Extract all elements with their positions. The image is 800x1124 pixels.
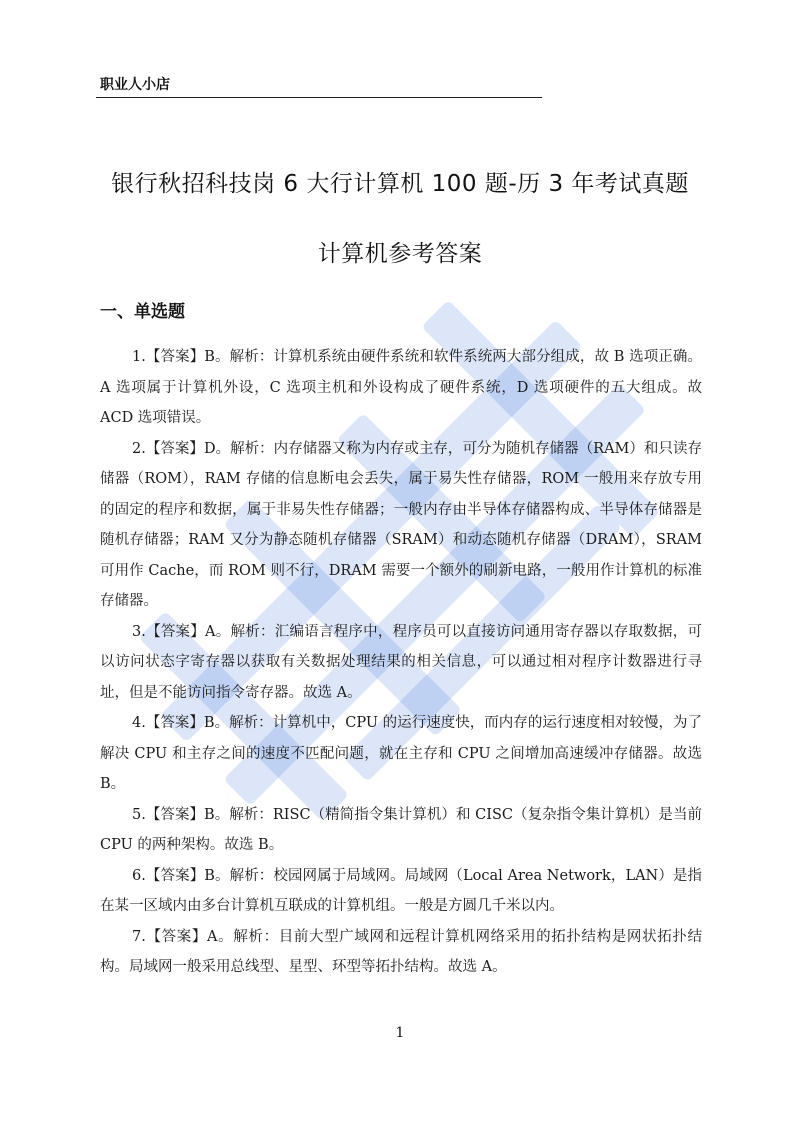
section-heading: 一、单选题	[100, 302, 185, 322]
answer-item-2: 2.【答案】D。解析：内存储器又称为内存或主存，可分为随机存储器（RAM）和只读存储器（ROM），RAM 存储的信息断电会丢失，属于易失性存储器，ROM 一般用来存放专用的固定的程序和数据，属于非易失性存储器；一般内存由半导体存储器构成、半导体存储器是随机存储器；RAM 又分为静态随机存储器（SRAM）和动态随机存储器（DRAM），SRAM 可用作 Cache，而 ROM 则不行，DRAM 需要一个额外的刷新电路，一般用作计算机的标准存储器。	[100, 440, 702, 609]
answer-item-3: 3.【答案】A。解析：汇编语言程序中，程序员可以直接访问通用寄存器以存取数据，可以访问状态字寄存器以获取有关数据处理结果的相关信息，可以通过相对程序计数器进行寻址，但是不能访问指令寄存器。故选 A。	[100, 623, 702, 701]
answer-item-1: 1.【答案】B。解析：计算机系统由硬件系统和软件系统两大部分组成，故 B 选项正确。A 选项属于计算机外设，C 选项主机和外设构成了硬件系统，D 选项硬件的五大组成。故 ACD 选项错误。	[100, 349, 702, 426]
answer-item-7: 7.【答案】A。解析：目前大型广域网和远程计算机网络采用的拓扑结构是网状拓扑结构。局域网一般采用总线型、星型、环型等拓扑结构。故选 A。	[100, 928, 702, 975]
document-subtitle: 计算机参考答案	[317, 241, 483, 267]
document-title: 银行秋招科技岗 6 大行计算机 100 题-历 3 年考试真题	[111, 171, 689, 197]
header-shop-name: 职业人小店	[100, 77, 170, 93]
answer-item-5: 5.【答案】B。解析：RISC（精简指令集计算机）和 CISC（复杂指令集计算机）是当前 CPU 的两种架构。故选 B。	[100, 806, 702, 853]
page-number: 1	[395, 1025, 405, 1041]
header-divider	[96, 97, 542, 98]
answer-list	[100, 342, 702, 983]
answer-item-4: 4.【答案】B。解析：计算机中，CPU 的运行速度快，而内存的运行速度相对较慢，为了解决 CPU 和主存之间的速度不匹配问题，就在主存和 CPU 之间增加高速缓冲存储器。故选 B。	[100, 715, 702, 792]
answer-item-6: 6.【答案】B。解析：校园网属于局域网。局域网（Local Area Network，LAN）是指在某一区域内由多台计算机互联成的计算机组。一般是方圆几千米以内。	[100, 867, 702, 914]
